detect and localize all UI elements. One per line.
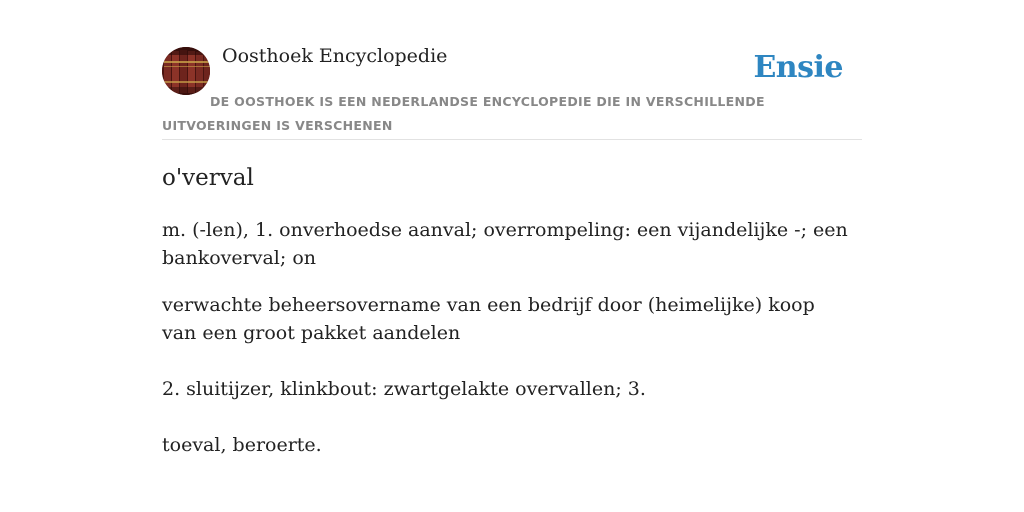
- ensie-logo-link[interactable]: Ensie: [753, 50, 843, 85]
- entry-title: o'verval: [162, 165, 254, 191]
- entry-paragraph-4: toeval, beroerte.: [162, 434, 322, 456]
- page: [162, 0, 862, 456]
- site-header: [162, 0, 862, 140]
- site-name-link[interactable]: Oosthoek Encyclopedie: [222, 45, 448, 67]
- entry-paragraph-3: 2. sluitijzer, klinkbout: zwartgelakte overvallen; 3.: [162, 378, 646, 400]
- encyclopedia-books-icon[interactable]: [162, 47, 210, 95]
- entry-paragraph-2: verwachte beheersovername van een bedrijf door (heimelijke) koop van een groot pakket aandelen: [162, 294, 815, 344]
- site-tagline: DE OOSTHOEK IS EEN NEDERLANDSE ENCYCLOPEDIE DIE IN VERSCHILLENDE UITVOERINGEN IS VERSCHENEN: [162, 94, 765, 133]
- entry-paragraph-1: m. (-len), 1. onverhoedse aanval; overrompeling: een vijandelijke -; een bankoverval; on: [162, 219, 848, 269]
